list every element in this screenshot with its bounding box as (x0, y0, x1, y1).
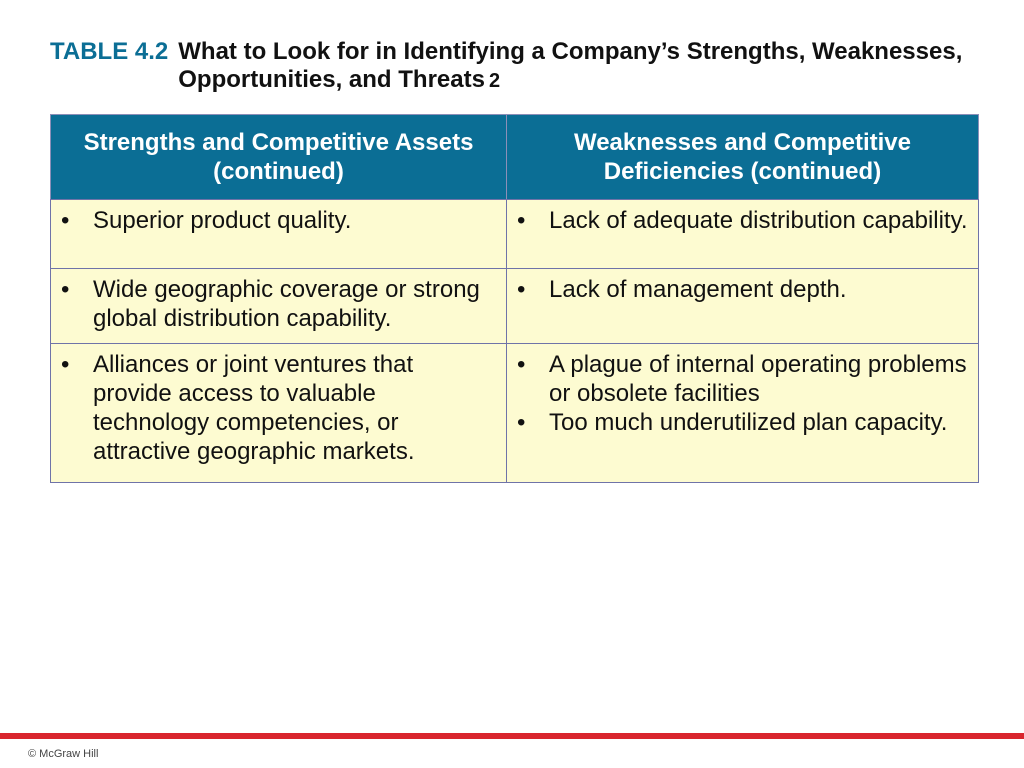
table-title-text: What to Look for in Identifying a Company’s Strengths, Weaknesses, Opportunities, and Threats (178, 38, 963, 93)
table-title (178, 38, 980, 95)
header-weaknesses: Weaknesses and Competitive Deficiencies (continued) (507, 115, 979, 200)
list-item (517, 408, 968, 437)
list-item-text: Wide geographic coverage or strong global distribution capability. (93, 276, 480, 332)
table-row (51, 344, 979, 483)
table-header-row (51, 115, 979, 200)
bullet-icon: • (61, 207, 70, 234)
bullet-list (61, 350, 496, 466)
bullet-list (517, 350, 968, 437)
list-item-text: Too much underutilized plan capacity. (549, 409, 948, 436)
list-item (517, 275, 968, 304)
list-item (517, 206, 968, 235)
strength-cell (51, 200, 507, 269)
list-item-text: A plague of internal operating problems or obsolete facilities (549, 351, 967, 407)
swot-table (50, 114, 979, 483)
table-row (51, 269, 979, 344)
weakness-cell (507, 344, 979, 483)
list-item-text: Alliances or joint ventures that provide access to valuable technology competencies, or attractive geographic markets. (93, 351, 415, 465)
list-item-text: Lack of management depth. (549, 276, 847, 303)
bullet-list (517, 275, 968, 304)
list-item (517, 350, 968, 408)
bullet-icon: • (517, 207, 526, 234)
bullet-icon: • (61, 276, 70, 303)
list-item-text: Lack of adequate distribution capability. (549, 207, 968, 234)
table-row (51, 200, 979, 269)
slide-title (50, 38, 980, 95)
bullet-icon: • (61, 351, 70, 378)
bullet-icon: • (517, 276, 526, 303)
table-number-label: TABLE 4.2 (50, 38, 169, 65)
list-item-text: Superior product quality. (93, 207, 352, 234)
list-item (61, 206, 496, 235)
copyright-notice: © McGraw Hill (28, 748, 99, 760)
footer-divider (0, 733, 1024, 739)
list-item (61, 350, 496, 466)
table-title-suffix: 2 (488, 70, 501, 92)
strength-cell (51, 269, 507, 344)
bullet-icon: • (517, 409, 526, 436)
bullet-icon: • (517, 351, 526, 378)
header-strengths: Strengths and Competitive Assets (continued) (51, 115, 507, 200)
bullet-list (517, 206, 968, 235)
bullet-list (61, 206, 496, 235)
strength-cell (51, 344, 507, 483)
weakness-cell (507, 269, 979, 344)
weakness-cell (507, 200, 979, 269)
bullet-list (61, 275, 496, 333)
list-item (61, 275, 496, 333)
